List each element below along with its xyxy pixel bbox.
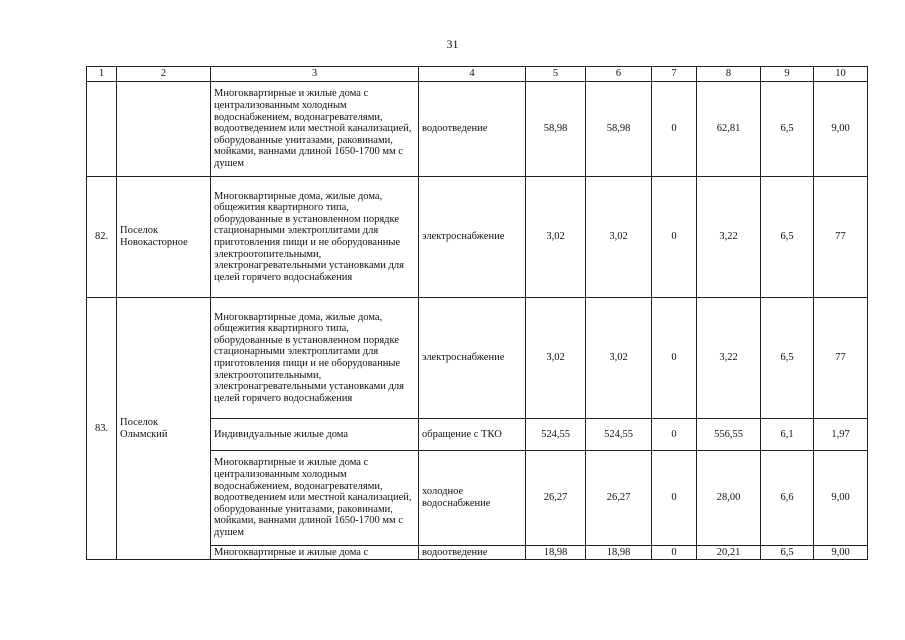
value-col-8: 3,22 [697, 298, 761, 419]
housing-description: Многоквартирные и жилые дома с централизованным холодным водоснабжением, водонагревателями, водоотведением или местной канализацией, оборудованные унитазами, раковинами, мойками, ваннами длиной 1650-1700 мм с душем [211, 451, 419, 546]
housing-description: Многоквартирные дома, жилые дома, общежития квартирного типа, оборудованные в установленном порядке стационарными электроплитами для приготовления пищи и не оборудованные электроотопительными, электронагревательными установками для целей горячего водоснабжения [211, 298, 419, 419]
col-header-6: 6 [586, 67, 652, 82]
value-col-8: 3,22 [697, 177, 761, 298]
col-header-5: 5 [526, 67, 586, 82]
value-col-6: 26,27 [586, 451, 652, 546]
value-col-8: 556,55 [697, 419, 761, 451]
row-index: 82. [87, 177, 117, 298]
col-header-9: 9 [761, 67, 814, 82]
col-header-7: 7 [652, 67, 697, 82]
value-col-9: 6,5 [761, 298, 814, 419]
value-col-7: 0 [652, 451, 697, 546]
housing-description: Многоквартирные дома, жилые дома, общежития квартирного типа, оборудованные в установленном порядке стационарными электроплитами для приготовления пищи и не оборудованные электроотопительными, электронагревательными установками для целей горячего водоснабжения [211, 177, 419, 298]
value-col-7: 0 [652, 177, 697, 298]
utility-service: холодное водоснабжение [419, 451, 526, 546]
row-index [87, 82, 117, 177]
value-col-6: 524,55 [586, 419, 652, 451]
value-col-6: 18,98 [586, 546, 652, 560]
housing-description: Многоквартирные и жилые дома с [211, 546, 419, 560]
housing-description: Многоквартирные и жилые дома с централизованным холодным водоснабжением, водонагревателями, водоотведением или местной канализацией, оборудованные унитазами, раковинами, мойками, ваннами длиной 1650-1700 мм с душем [211, 82, 419, 177]
col-header-3: 3 [211, 67, 419, 82]
value-col-6: 3,02 [586, 177, 652, 298]
utility-service: электроснабжение [419, 298, 526, 419]
page-number: 31 [446, 37, 459, 51]
header-row [87, 67, 868, 82]
value-col-8: 28,00 [697, 451, 761, 546]
col-header-4: 4 [419, 67, 526, 82]
table-row [87, 177, 868, 298]
value-col-10: 77 [814, 177, 868, 298]
col-header-1: 1 [87, 67, 117, 82]
value-col-10: 9,00 [814, 546, 868, 560]
col-header-8: 8 [697, 67, 761, 82]
utility-service: электроснабжение [419, 177, 526, 298]
settlement-name [117, 82, 211, 177]
value-col-5: 3,02 [526, 298, 586, 419]
value-col-5: 524,55 [526, 419, 586, 451]
value-col-9: 6,5 [761, 82, 814, 177]
row-index: 83. [87, 298, 117, 560]
value-col-5: 26,27 [526, 451, 586, 546]
housing-description: Индивидуальные жилые дома [211, 419, 419, 451]
table-row [87, 82, 868, 177]
col-header-10: 10 [814, 67, 868, 82]
settlement-name: Поселок Новокасторное [117, 177, 211, 298]
value-col-10: 77 [814, 298, 868, 419]
value-col-8: 20,21 [697, 546, 761, 560]
utility-service: водоотведение [419, 546, 526, 560]
value-col-9: 6,1 [761, 419, 814, 451]
col-header-2: 2 [117, 67, 211, 82]
value-col-5: 58,98 [526, 82, 586, 177]
utility-service: обращение с ТКО [419, 419, 526, 451]
settlement-name: Поселок Олымский [117, 298, 211, 560]
value-col-5: 18,98 [526, 546, 586, 560]
tariff-table [86, 66, 868, 560]
value-col-9: 6,5 [761, 177, 814, 298]
value-col-10: 1,97 [814, 419, 868, 451]
value-col-10: 9,00 [814, 82, 868, 177]
table-row [87, 298, 868, 419]
value-col-8: 62,81 [697, 82, 761, 177]
value-col-9: 6,6 [761, 451, 814, 546]
utility-service: водоотведение [419, 82, 526, 177]
value-col-10: 9,00 [814, 451, 868, 546]
value-col-7: 0 [652, 419, 697, 451]
value-col-6: 58,98 [586, 82, 652, 177]
value-col-7: 0 [652, 82, 697, 177]
value-col-7: 0 [652, 298, 697, 419]
value-col-6: 3,02 [586, 298, 652, 419]
value-col-9: 6,5 [761, 546, 814, 560]
value-col-5: 3,02 [526, 177, 586, 298]
value-col-7: 0 [652, 546, 697, 560]
